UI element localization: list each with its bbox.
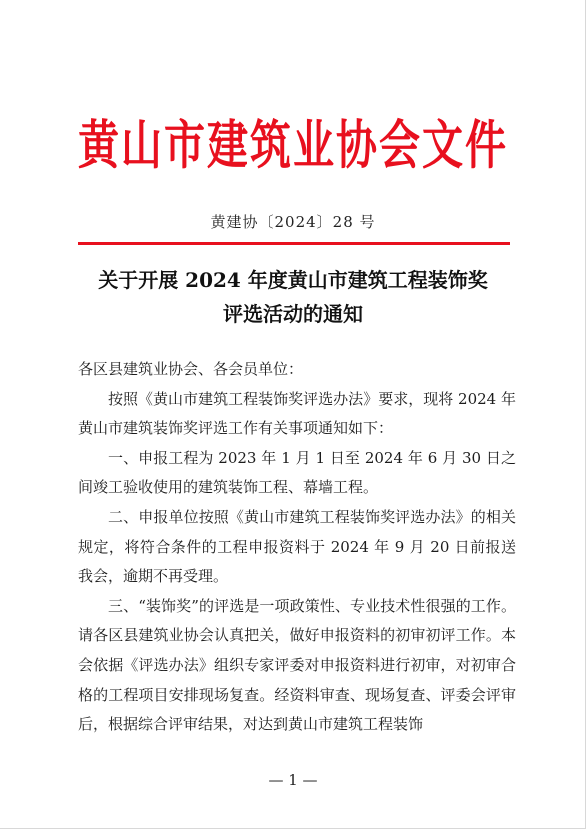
page-number: — 1 — (268, 771, 318, 789)
notice-body (78, 355, 516, 740)
notice-title-line-1: 关于开展 2024 年度黄山市建筑工程装饰奖 (98, 268, 488, 292)
paragraph-item-2: 二、申报单位按照《黄山市建筑工程装饰奖评选办法》的相关规定，将符合条件的工程申报资料于 2024 年 9 月 20 日前报送我会，逾期不再受理。 (78, 507, 516, 586)
paragraph-intro: 按照《黄山市建筑工程装饰奖评选办法》要求，现将 2024 年黄山市建筑装饰奖评选工作有关事项通知如下： (78, 389, 516, 438)
red-divider-line (78, 242, 510, 245)
document-masthead: 黄山市建筑业协会文件 (78, 114, 508, 176)
paragraph-item-3: 三、“装饰奖”的评选是一项政策性、专业技术性很强的工作。请各区县建筑业协会认真把关，做好申报资料的初审初评工作。本会依据《评选办法》组织专家评委对申报资料进行初审，对初审合格的工程项目安排现场复查。经资料审查、现场复查、评委会评审后，根据综合评审结果，对达到黄山市建筑工程装饰 (78, 596, 516, 734)
document-number: 黄建协〔2024〕28 号 (210, 213, 376, 231)
paragraph-item-1: 一、申报工程为 2023 年 1 月 1 日至 2024 年 6 月 30 日之间竣工验收使用的建筑装饰工程、幕墙工程。 (78, 448, 516, 497)
notice-title-line-2: 评选活动的通知 (223, 302, 363, 326)
salutation: 各区县建筑业协会、各会员单位： (78, 360, 304, 378)
